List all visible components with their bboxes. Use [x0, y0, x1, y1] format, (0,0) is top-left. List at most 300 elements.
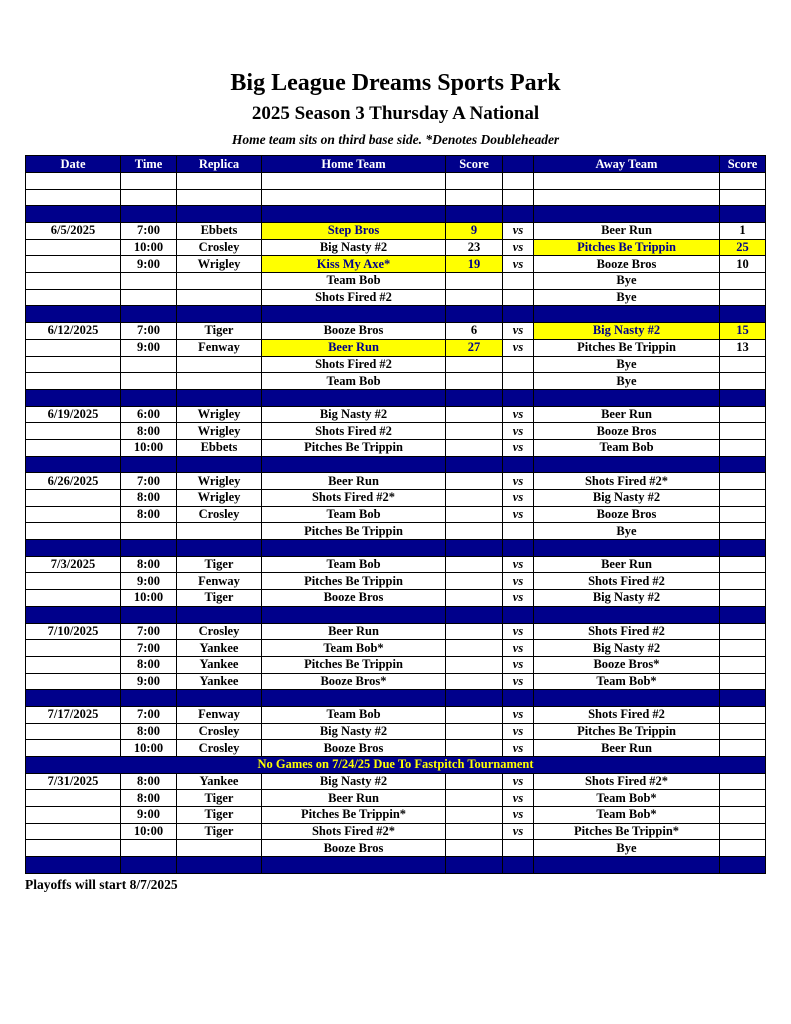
spacer-cell — [121, 857, 177, 874]
replica-cell: Crosley — [177, 740, 262, 757]
away-score-cell — [720, 706, 766, 723]
away-score-cell — [720, 623, 766, 640]
home-team-cell: Team Bob* — [262, 640, 446, 657]
vs-cell: vs — [503, 807, 534, 824]
home-team-cell: Beer Run — [262, 339, 446, 356]
away-score-cell — [720, 490, 766, 507]
replica-cell: Wrigley — [177, 490, 262, 507]
away-score-cell: 13 — [720, 339, 766, 356]
spacer-cell — [262, 857, 446, 874]
game-row — [26, 706, 766, 723]
date-cell — [26, 740, 121, 757]
replica-cell: Ebbets — [177, 223, 262, 240]
spacer-cell — [262, 540, 446, 557]
time-cell: 6:00 — [121, 406, 177, 423]
spacer-cell — [720, 606, 766, 623]
home-team-cell: Booze Bros — [262, 590, 446, 607]
spacer-cell — [262, 456, 446, 473]
spacer-cell — [503, 540, 534, 557]
date-cell — [26, 423, 121, 440]
bye-row — [26, 289, 766, 306]
vs-cell: vs — [503, 423, 534, 440]
replica-cell: Wrigley — [177, 473, 262, 490]
schedule-table — [25, 155, 766, 874]
home-score-cell — [446, 590, 503, 607]
date-cell — [26, 273, 121, 290]
replica-cell: Crosley — [177, 623, 262, 640]
date-cell — [26, 373, 121, 390]
date-cell — [26, 356, 121, 373]
game-row — [26, 439, 766, 456]
replica-cell: Yankee — [177, 656, 262, 673]
vs-cell: vs — [503, 506, 534, 523]
home-team-cell: Pitches Be Trippin — [262, 439, 446, 456]
home-score-cell — [446, 790, 503, 807]
away-team-cell: Beer Run — [534, 406, 720, 423]
time-cell: 8:00 — [121, 423, 177, 440]
separator-row — [26, 606, 766, 623]
replica-cell: Crosley — [177, 723, 262, 740]
away-score-cell: 1 — [720, 223, 766, 240]
away-score-cell — [720, 573, 766, 590]
spacer-cell — [503, 189, 534, 206]
spacer-cell — [720, 206, 766, 223]
time-cell: 7:00 — [121, 623, 177, 640]
away-team-cell: Booze Bros* — [534, 656, 720, 673]
date-cell — [26, 723, 121, 740]
replica-cell — [177, 523, 262, 540]
blank-row — [26, 189, 766, 206]
date-cell: 6/12/2025 — [26, 323, 121, 340]
playoffs-note: Playoffs will start 8/7/2025 — [25, 876, 178, 892]
away-score-cell — [720, 723, 766, 740]
time-cell: 8:00 — [121, 556, 177, 573]
vs-cell: vs — [503, 339, 534, 356]
home-score-cell — [446, 840, 503, 857]
spacer-cell — [534, 172, 720, 189]
replica-cell: Wrigley — [177, 406, 262, 423]
spacer-cell — [503, 172, 534, 189]
away-team-cell: Bye — [534, 356, 720, 373]
home-team-cell: Shots Fired #2* — [262, 490, 446, 507]
away-score-cell — [720, 439, 766, 456]
home-team-cell: Big Nasty #2 — [262, 406, 446, 423]
spacer-cell — [177, 690, 262, 707]
away-team-cell: Shots Fired #2 — [534, 623, 720, 640]
spacer-cell — [262, 690, 446, 707]
time-cell: 8:00 — [121, 723, 177, 740]
replica-cell — [177, 273, 262, 290]
away-score-cell: 10 — [720, 256, 766, 273]
home-team-cell: Big Nasty #2 — [262, 723, 446, 740]
spacer-cell — [262, 172, 446, 189]
away-team-cell: Beer Run — [534, 740, 720, 757]
vs-cell: vs — [503, 256, 534, 273]
spacer-cell — [26, 206, 121, 223]
home-score-cell — [446, 423, 503, 440]
home-score-cell — [446, 490, 503, 507]
spacer-cell — [720, 690, 766, 707]
away-team-cell: Shots Fired #2* — [534, 773, 720, 790]
vs-cell — [503, 373, 534, 390]
spacer-cell — [26, 189, 121, 206]
header-row — [26, 156, 766, 173]
replica-cell: Wrigley — [177, 423, 262, 440]
vs-cell: vs — [503, 556, 534, 573]
vs-cell: vs — [503, 439, 534, 456]
replica-cell: Tiger — [177, 807, 262, 824]
spacer-cell — [503, 857, 534, 874]
vs-cell: vs — [503, 623, 534, 640]
spacer-cell — [534, 540, 720, 557]
away-team-cell: Beer Run — [534, 223, 720, 240]
notice-row — [26, 757, 766, 774]
date-cell — [26, 439, 121, 456]
bye-row — [26, 356, 766, 373]
header-home-score: Score — [446, 156, 503, 173]
away-score-cell — [720, 406, 766, 423]
home-team-cell: Kiss My Axe* — [262, 256, 446, 273]
spacer-cell — [177, 606, 262, 623]
game-row — [26, 556, 766, 573]
home-team-cell: Beer Run — [262, 790, 446, 807]
home-team-cell: Shots Fired #2 — [262, 356, 446, 373]
header-vs — [503, 156, 534, 173]
bye-row — [26, 523, 766, 540]
date-cell — [26, 640, 121, 657]
spacer-cell — [503, 389, 534, 406]
replica-cell: Yankee — [177, 673, 262, 690]
spacer-cell — [446, 690, 503, 707]
vs-cell: vs — [503, 656, 534, 673]
spacer-cell — [720, 172, 766, 189]
replica-cell — [177, 373, 262, 390]
replica-cell: Tiger — [177, 323, 262, 340]
home-score-cell — [446, 623, 503, 640]
replica-cell: Fenway — [177, 706, 262, 723]
replica-cell: Tiger — [177, 590, 262, 607]
home-team-cell: Booze Bros — [262, 840, 446, 857]
date-cell — [26, 823, 121, 840]
away-score-cell — [720, 823, 766, 840]
date-cell: 7/31/2025 — [26, 773, 121, 790]
home-team-cell: Team Bob — [262, 373, 446, 390]
spacer-cell — [720, 389, 766, 406]
replica-cell: Yankee — [177, 773, 262, 790]
home-team-cell: Step Bros — [262, 223, 446, 240]
game-row — [26, 740, 766, 757]
time-cell: 10:00 — [121, 439, 177, 456]
time-cell: 10:00 — [121, 590, 177, 607]
notice-cell: No Games on 7/24/25 Due To Fastpitch Tournament — [26, 757, 766, 774]
vs-cell: vs — [503, 323, 534, 340]
vs-cell: vs — [503, 573, 534, 590]
home-score-cell: 19 — [446, 256, 503, 273]
date-cell — [26, 506, 121, 523]
time-cell: 7:00 — [121, 473, 177, 490]
home-team-cell: Pitches Be Trippin* — [262, 807, 446, 824]
replica-cell: Fenway — [177, 339, 262, 356]
spacer-cell — [26, 389, 121, 406]
home-score-cell — [446, 573, 503, 590]
spacer-cell — [262, 389, 446, 406]
spacer-cell — [720, 189, 766, 206]
away-team-cell: Shots Fired #2* — [534, 473, 720, 490]
away-score-cell — [720, 790, 766, 807]
time-cell: 9:00 — [121, 256, 177, 273]
away-team-cell: Big Nasty #2 — [534, 323, 720, 340]
vs-cell: vs — [503, 473, 534, 490]
vs-cell — [503, 356, 534, 373]
away-score-cell — [720, 740, 766, 757]
time-cell: 8:00 — [121, 506, 177, 523]
spacer-cell — [534, 606, 720, 623]
spacer-cell — [177, 172, 262, 189]
home-score-cell — [446, 673, 503, 690]
spacer-cell — [121, 456, 177, 473]
game-row — [26, 339, 766, 356]
away-team-cell: Team Bob* — [534, 790, 720, 807]
away-team-cell: Bye — [534, 289, 720, 306]
away-score-cell — [720, 840, 766, 857]
date-cell: 6/19/2025 — [26, 406, 121, 423]
away-score-cell — [720, 356, 766, 373]
game-row — [26, 590, 766, 607]
game-row — [26, 790, 766, 807]
home-team-cell: Shots Fired #2 — [262, 423, 446, 440]
time-cell: 10:00 — [121, 823, 177, 840]
spacer-cell — [446, 189, 503, 206]
time-cell: 10:00 — [121, 740, 177, 757]
spacer-cell — [720, 857, 766, 874]
spacer-cell — [26, 690, 121, 707]
home-team-cell: Pitches Be Trippin — [262, 523, 446, 540]
game-row — [26, 223, 766, 240]
away-score-cell — [720, 640, 766, 657]
time-cell — [121, 523, 177, 540]
time-cell — [121, 356, 177, 373]
spacer-cell — [446, 540, 503, 557]
separator-row — [26, 389, 766, 406]
spacer-cell — [503, 456, 534, 473]
away-score-cell — [720, 807, 766, 824]
away-team-cell: Beer Run — [534, 556, 720, 573]
header-date: Date — [26, 156, 121, 173]
spacer-cell — [177, 306, 262, 323]
away-team-cell: Shots Fired #2 — [534, 706, 720, 723]
away-team-cell: Bye — [534, 840, 720, 857]
vs-cell — [503, 273, 534, 290]
spacer-cell — [121, 306, 177, 323]
spacer-cell — [534, 456, 720, 473]
header-time: Time — [121, 156, 177, 173]
spacer-cell — [177, 206, 262, 223]
replica-cell: Tiger — [177, 790, 262, 807]
separator-row — [26, 540, 766, 557]
home-team-cell: Booze Bros* — [262, 673, 446, 690]
date-cell: 7/3/2025 — [26, 556, 121, 573]
vs-cell: vs — [503, 706, 534, 723]
date-cell — [26, 790, 121, 807]
page-subtitle: 2025 Season 3 Thursday A National — [251, 102, 540, 124]
away-score-cell — [720, 556, 766, 573]
separator-row — [26, 206, 766, 223]
game-row — [26, 823, 766, 840]
vs-cell: vs — [503, 723, 534, 740]
spacer-cell — [503, 606, 534, 623]
page-title: Big League Dreams Sports Park — [230, 70, 561, 96]
separator-row — [26, 690, 766, 707]
vs-cell: vs — [503, 223, 534, 240]
spacer-cell — [177, 857, 262, 874]
header-away-score: Score — [720, 156, 766, 173]
date-cell — [26, 840, 121, 857]
home-score-cell: 23 — [446, 239, 503, 256]
home-team-cell: Booze Bros — [262, 740, 446, 757]
time-cell: 7:00 — [121, 706, 177, 723]
away-score-cell — [720, 673, 766, 690]
spacer-cell — [121, 606, 177, 623]
date-cell: 7/17/2025 — [26, 706, 121, 723]
away-team-cell: Shots Fired #2 — [534, 573, 720, 590]
game-row — [26, 256, 766, 273]
time-cell: 7:00 — [121, 323, 177, 340]
game-row — [26, 673, 766, 690]
spacer-cell — [534, 189, 720, 206]
game-row — [26, 807, 766, 824]
away-team-cell: Big Nasty #2 — [534, 590, 720, 607]
spacer-cell — [26, 606, 121, 623]
date-cell — [26, 656, 121, 673]
away-score-cell — [720, 590, 766, 607]
spacer-cell — [262, 606, 446, 623]
spacer-cell — [446, 857, 503, 874]
date-cell — [26, 573, 121, 590]
game-row — [26, 506, 766, 523]
home-score-cell — [446, 807, 503, 824]
time-cell — [121, 273, 177, 290]
spacer-cell — [121, 389, 177, 406]
vs-cell: vs — [503, 790, 534, 807]
game-row — [26, 623, 766, 640]
away-score-cell: 15 — [720, 323, 766, 340]
spacer-cell — [446, 606, 503, 623]
header-home-team: Home Team — [262, 156, 446, 173]
home-score-cell — [446, 523, 503, 540]
spacer-cell — [121, 206, 177, 223]
vs-cell: vs — [503, 406, 534, 423]
away-team-cell: Booze Bros — [534, 506, 720, 523]
time-cell: 8:00 — [121, 656, 177, 673]
spacer-cell — [177, 456, 262, 473]
home-team-cell: Team Bob — [262, 273, 446, 290]
vs-cell: vs — [503, 239, 534, 256]
away-team-cell: Big Nasty #2 — [534, 490, 720, 507]
spacer-cell — [446, 172, 503, 189]
date-cell — [26, 289, 121, 306]
home-score-cell: 27 — [446, 339, 503, 356]
time-cell: 10:00 — [121, 239, 177, 256]
away-team-cell: Team Bob* — [534, 807, 720, 824]
blank-row — [26, 172, 766, 189]
header-replica: Replica — [177, 156, 262, 173]
date-cell — [26, 590, 121, 607]
game-row — [26, 473, 766, 490]
away-team-cell: Pitches Be Trippin — [534, 239, 720, 256]
home-score-cell — [446, 356, 503, 373]
spacer-cell — [534, 857, 720, 874]
vs-cell — [503, 523, 534, 540]
time-cell: 8:00 — [121, 490, 177, 507]
home-score-cell: 6 — [446, 323, 503, 340]
spacer-cell — [121, 189, 177, 206]
date-cell — [26, 239, 121, 256]
home-team-cell: Team Bob — [262, 506, 446, 523]
home-score-cell — [446, 640, 503, 657]
game-row — [26, 490, 766, 507]
spacer-cell — [262, 206, 446, 223]
vs-cell: vs — [503, 740, 534, 757]
bye-row — [26, 373, 766, 390]
spacer-cell — [503, 206, 534, 223]
away-score-cell — [720, 423, 766, 440]
replica-cell: Tiger — [177, 823, 262, 840]
game-row — [26, 640, 766, 657]
away-team-cell: Bye — [534, 523, 720, 540]
away-score-cell — [720, 773, 766, 790]
spacer-cell — [177, 189, 262, 206]
vs-cell: vs — [503, 773, 534, 790]
away-score-cell — [720, 373, 766, 390]
time-cell: 9:00 — [121, 807, 177, 824]
spacer-cell — [26, 540, 121, 557]
replica-cell: Fenway — [177, 573, 262, 590]
away-team-cell: Big Nasty #2 — [534, 640, 720, 657]
away-team-cell: Bye — [534, 373, 720, 390]
home-team-cell: Booze Bros — [262, 323, 446, 340]
home-team-cell: Team Bob — [262, 706, 446, 723]
separator-row — [26, 456, 766, 473]
vs-cell: vs — [503, 640, 534, 657]
date-cell: 6/26/2025 — [26, 473, 121, 490]
spacer-cell — [121, 172, 177, 189]
replica-cell: Ebbets — [177, 439, 262, 456]
home-score-cell — [446, 289, 503, 306]
away-team-cell: Team Bob* — [534, 673, 720, 690]
home-team-note: Home team sits on third base side. *Denotes Doubleheader — [231, 132, 560, 148]
replica-cell: Wrigley — [177, 256, 262, 273]
spacer-cell — [720, 456, 766, 473]
home-score-cell — [446, 506, 503, 523]
spacer-cell — [446, 306, 503, 323]
replica-cell — [177, 840, 262, 857]
spacer-cell — [177, 540, 262, 557]
time-cell: 9:00 — [121, 573, 177, 590]
date-cell — [26, 673, 121, 690]
spacer-cell — [26, 306, 121, 323]
away-score-cell — [720, 273, 766, 290]
spacer-cell — [121, 540, 177, 557]
spacer-cell — [503, 306, 534, 323]
date-cell — [26, 339, 121, 356]
home-score-cell — [446, 723, 503, 740]
spacer-cell — [534, 306, 720, 323]
game-row — [26, 406, 766, 423]
spacer-cell — [26, 857, 121, 874]
replica-cell — [177, 356, 262, 373]
home-score-cell: 9 — [446, 223, 503, 240]
vs-cell: vs — [503, 673, 534, 690]
